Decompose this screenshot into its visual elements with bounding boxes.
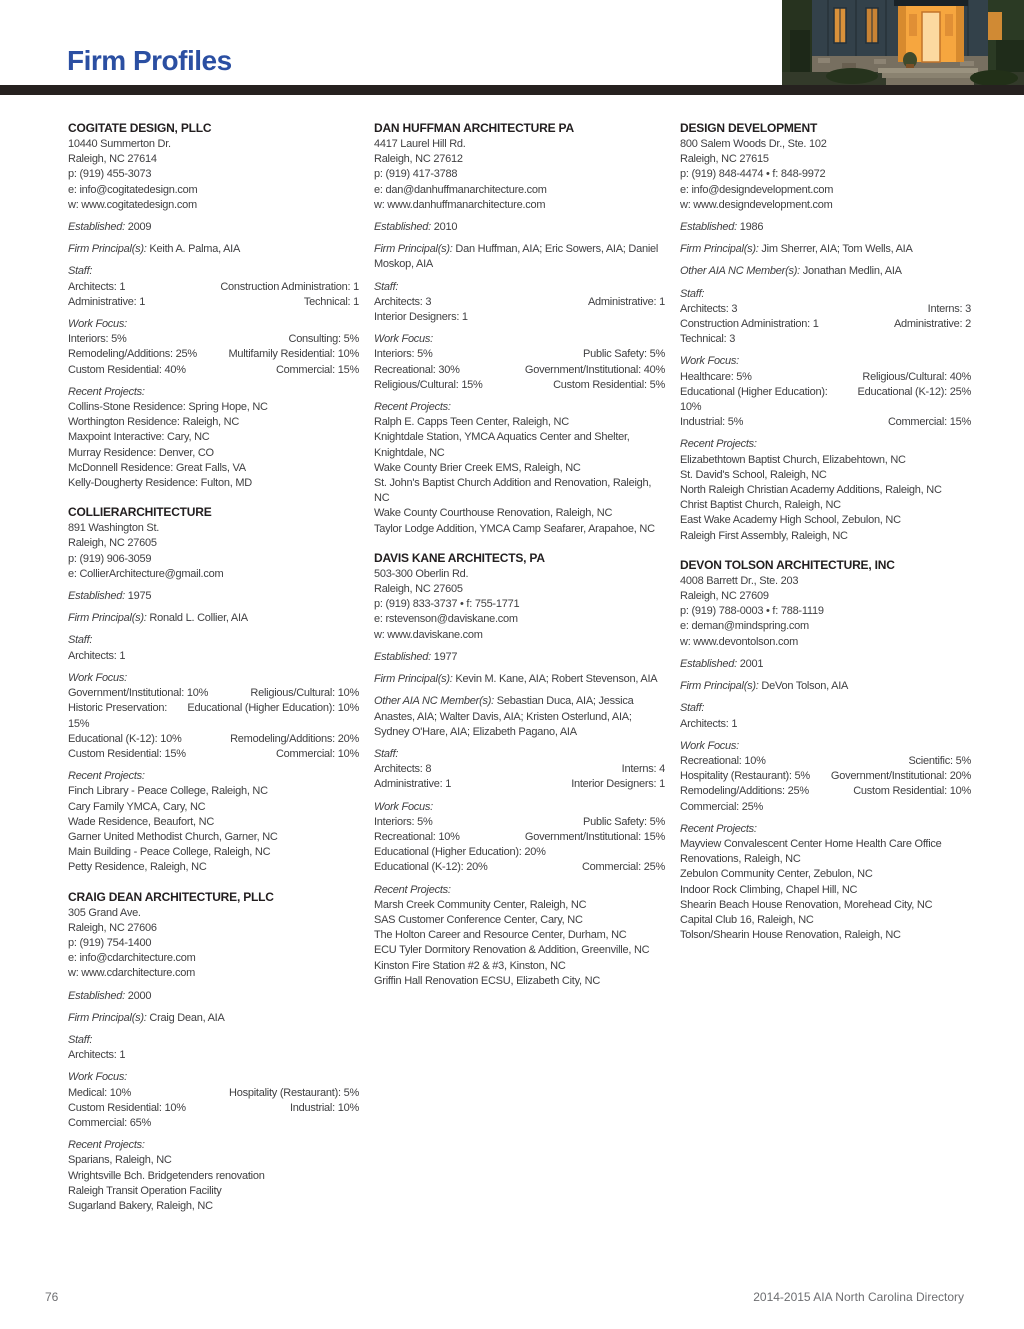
project-line: Shearin Beach House Renovation, Morehead City, NC	[680, 898, 933, 911]
staff-section	[68, 633, 359, 663]
project-line: East Wake Academy High School, Zebulon, NC	[680, 514, 901, 527]
work-focus-left: Educational (K-12): 10%	[68, 732, 182, 745]
contact-line: Raleigh, NC 27615	[680, 153, 769, 166]
principals-line	[68, 611, 359, 626]
work-focus-right: Educational (K-12): 25%	[857, 385, 971, 398]
work-focus-right: Commercial: 25%	[581, 861, 665, 874]
established-value: 1986	[736, 221, 764, 234]
work-focus-row	[68, 363, 359, 378]
principals-label: Firm Principal(s):	[68, 243, 147, 256]
principals-line	[68, 242, 359, 257]
recent-projects-heading: Recent Projects:	[68, 1139, 145, 1152]
principals-value: Keith A. Palma, AIA	[146, 243, 241, 256]
staff-heading: Staff:	[680, 287, 705, 300]
project-line: Wake County Brier Creek EMS, Raleigh, NC	[374, 461, 581, 474]
column-2	[374, 121, 665, 1228]
principals-label: Firm Principal(s):	[680, 680, 759, 693]
principals-value: DeVon Tolson, AIA	[758, 680, 849, 693]
project-line: Kelly-Dougherty Residence: Fulton, MD	[68, 477, 252, 490]
contact-line: Raleigh, NC 27612	[374, 153, 463, 166]
contact-line: Raleigh, NC 27606	[68, 921, 157, 934]
staff-left: Architects: 1	[680, 717, 738, 730]
contact-line: p: (919) 788-0003 • f: 788-1119	[680, 605, 824, 618]
project-line: Murray Residence: Denver, CO	[68, 446, 214, 459]
work-focus-right: Consulting: 5%	[288, 333, 359, 346]
work-focus-left: Custom Residential: 15%	[68, 747, 186, 760]
contact-line: 503-300 Oberlin Rd.	[374, 567, 469, 580]
staff-left: Architects: 1	[68, 280, 126, 293]
contact-line: 800 Salem Woods Dr., Ste. 102	[680, 138, 827, 150]
recent-projects-section	[68, 769, 359, 875]
project-line: Wake County Courthouse Renovation, Raleigh, NC	[374, 507, 613, 520]
principals-value: Craig Dean, AIA	[146, 1011, 225, 1024]
staff-heading: Staff:	[68, 634, 93, 647]
staff-row	[680, 302, 971, 317]
recent-projects-heading: Recent Projects:	[68, 770, 145, 783]
project-line: St. John's Baptist Church Addition and Renovation, Raleigh, NC	[374, 477, 652, 505]
principals-label: Firm Principal(s):	[374, 243, 453, 256]
work-focus-row	[68, 701, 359, 731]
work-focus-section	[68, 1070, 359, 1131]
firm-name: DAN HUFFMAN ARCHITECTURE PA	[374, 121, 574, 135]
project-line: Elizabethtown Baptist Church, Elizabehtown, NC	[680, 453, 906, 466]
work-focus-row	[374, 845, 665, 860]
work-focus-right: Religious/Cultural: 40%	[862, 370, 971, 383]
project-line: ECU Tyler Dormitory Renovation & Addition, Greenville, NC	[374, 944, 650, 957]
work-focus-section	[374, 800, 665, 876]
contact-line: p: (919) 848-4474 • f: 848-9972	[680, 168, 826, 181]
contact-line: e: dan@danhuffmanarchitecture.com	[374, 183, 547, 196]
principals-line	[68, 1011, 359, 1026]
other-members-value: Sebastian Duca, AIA; Jessica Anastes, AIA; Walter Davis, AIA; Kristen Osterlund, AIA; Sydney O'Hare, AIA; Elizabeth Pagano, AIA	[374, 695, 634, 738]
work-focus-left: Custom Residential: 10%	[68, 1101, 186, 1114]
firm-profile	[68, 505, 359, 875]
contact-line: 305 Grand Ave.	[68, 906, 141, 919]
work-focus-left: Educational (Higher Education): 10%	[680, 385, 828, 414]
established-line	[68, 989, 359, 1004]
work-focus-left: Commercial: 25%	[680, 800, 764, 813]
established-label: Established:	[68, 989, 125, 1002]
established-line	[680, 220, 971, 235]
contact-line: w: www.cogitatedesign.com	[68, 198, 197, 211]
established-label: Established:	[68, 590, 125, 603]
contact-block	[374, 137, 665, 213]
work-focus-row	[680, 415, 971, 430]
principals-value: Jim Sherrer, AIA; Tom Wells, AIA	[758, 243, 913, 256]
work-focus-right: Multifamily Residential: 10%	[228, 348, 359, 361]
contact-block	[68, 906, 359, 982]
established-line	[680, 657, 971, 672]
staff-section	[68, 264, 359, 310]
contact-line: w: www.cdarchitecture.com	[68, 967, 196, 980]
work-focus-left: Interiors: 5%	[374, 348, 433, 361]
work-focus-left: Historic Preservation: 15%	[68, 702, 168, 730]
other-members-line	[680, 264, 971, 279]
work-focus-right: Commercial: 10%	[275, 747, 359, 760]
staff-left: Administrative: 1	[68, 295, 146, 308]
staff-section	[680, 287, 971, 348]
staff-section	[374, 280, 665, 326]
established-value: 1977	[430, 650, 458, 663]
work-focus-heading: Work Focus:	[680, 739, 739, 752]
principals-line	[374, 242, 665, 272]
contact-line: 4008 Barrett Dr., Ste. 203	[680, 574, 799, 587]
project-line: Main Building - Peace College, Raleigh, NC	[68, 846, 271, 859]
work-focus-right: Public Safety: 5%	[583, 815, 665, 828]
contact-line: w: www.daviskane.com	[374, 628, 483, 641]
project-line: Capital Club 16, Raleigh, NC	[680, 913, 814, 926]
staff-section	[374, 747, 665, 793]
staff-right: Technical: 1	[303, 295, 359, 308]
established-line	[374, 650, 665, 665]
contact-line: Raleigh, NC 27609	[680, 590, 769, 603]
principals-label: Firm Principal(s):	[68, 612, 147, 625]
project-line: North Raleigh Christian Academy Additions, Raleigh, NC	[680, 484, 942, 497]
contact-block	[68, 137, 359, 213]
work-focus-right: Hospitality (Restaurant): 5%	[229, 1086, 359, 1099]
project-line: Ralph E. Capps Teen Center, Raleigh, NC	[374, 416, 569, 429]
work-focus-heading: Work Focus:	[680, 355, 739, 368]
staff-row	[680, 317, 971, 332]
firm-profile	[68, 890, 359, 1215]
contact-line: Raleigh, NC 27605	[374, 583, 463, 596]
work-focus-left: Remodeling/Additions: 25%	[68, 348, 197, 361]
established-value: 2009	[124, 221, 152, 234]
contact-line: w: www.danhuffmanarchitecture.com	[374, 198, 546, 211]
project-line: Cary Family YMCA, Cary, NC	[68, 800, 206, 813]
established-line	[374, 220, 665, 235]
staff-heading: Staff:	[68, 265, 93, 278]
work-focus-section	[68, 317, 359, 378]
staff-row	[374, 310, 665, 325]
recent-projects-heading: Recent Projects:	[374, 401, 451, 414]
work-focus-section	[374, 332, 665, 393]
firm-name: DAVIS KANE ARCHITECTS, PA	[374, 550, 545, 565]
column-3	[680, 121, 971, 1228]
work-focus-row	[374, 378, 665, 393]
project-line: Wrightsville Bch. Bridgetenders renovation	[68, 1169, 265, 1182]
established-line	[68, 220, 359, 235]
established-label: Established:	[374, 221, 431, 234]
staff-heading: Staff:	[68, 1033, 93, 1046]
firm-profile	[374, 551, 665, 989]
recent-projects-section	[68, 385, 359, 491]
contact-block	[680, 574, 971, 650]
staff-right: Interior Designers: 1	[571, 778, 665, 791]
work-focus-right: Commercial: 15%	[275, 363, 359, 376]
work-focus-row	[680, 769, 971, 784]
staff-heading: Staff:	[374, 747, 399, 760]
project-line: Raleigh First Assembly, Raleigh, NC	[680, 529, 848, 542]
work-focus-row	[680, 800, 971, 815]
firm-name: CRAIG DEAN ARCHITECTURE, PLLC	[68, 889, 274, 904]
work-focus-row	[374, 860, 665, 875]
project-line: Maxpoint Interactive: Cary, NC	[68, 431, 210, 444]
recent-projects-heading: Recent Projects:	[680, 822, 757, 835]
recent-projects-heading: Recent Projects:	[374, 883, 451, 896]
contact-line: p: (919) 417-3788	[374, 168, 458, 181]
project-line: Raleigh Transit Operation Facility	[68, 1184, 222, 1197]
project-line: Marsh Creek Community Center, Raleigh, NC	[374, 898, 587, 911]
firm-name: DEVON TOLSON ARCHITECTURE, INC	[680, 557, 895, 572]
established-label: Established:	[680, 657, 737, 670]
project-line: Sparians, Raleigh, NC	[68, 1154, 172, 1167]
work-focus-section	[68, 671, 359, 762]
work-focus-heading: Work Focus:	[68, 1071, 127, 1084]
work-focus-row	[68, 747, 359, 762]
work-focus-left: Commercial: 65%	[68, 1116, 152, 1129]
project-line: Tolson/Shearin House Renovation, Raleigh, NC	[680, 929, 901, 942]
contact-line: p: (919) 754-1400	[68, 936, 152, 949]
staff-row	[374, 762, 665, 777]
contact-block	[374, 567, 665, 643]
recent-projects-section	[374, 883, 665, 989]
work-focus-left: Healthcare: 5%	[680, 370, 752, 383]
contact-line: e: CollierArchitecture@gmail.com	[68, 567, 224, 580]
work-focus-left: Medical: 10%	[68, 1086, 132, 1099]
firm-profile	[68, 121, 359, 491]
staff-left: Construction Administration: 1	[680, 318, 819, 331]
principals-label: Firm Principal(s):	[374, 673, 453, 686]
firm-profile	[680, 121, 971, 544]
other-members-label: Other AIA NC Member(s):	[680, 265, 800, 278]
project-line: Kinston Fire Station #2 & #3, Kinston, NC	[374, 959, 566, 972]
contact-line: w: www.devontolson.com	[680, 635, 798, 648]
work-focus-right: Commercial: 15%	[887, 416, 971, 429]
other-members-label: Other AIA NC Member(s):	[374, 695, 494, 708]
project-line: Garner United Methodist Church, Garner, NC	[68, 830, 278, 843]
work-focus-right: Custom Residential: 5%	[553, 378, 665, 391]
work-focus-left: Custom Residential: 40%	[68, 363, 186, 376]
principals-label: Firm Principal(s):	[68, 1011, 147, 1024]
page-title: Firm Profiles	[67, 45, 232, 76]
work-focus-row	[68, 1101, 359, 1116]
project-line: Knightdale Station, YMCA Aquatics Center and Shelter, Knightdale, NC	[374, 431, 630, 459]
contact-block	[68, 521, 359, 582]
header-rule	[0, 85, 1024, 95]
staff-row	[68, 1048, 359, 1063]
staff-left: Architects: 3	[680, 302, 738, 315]
work-focus-right: Religious/Cultural: 10%	[250, 687, 359, 700]
project-line: Finch Library - Peace College, Raleigh, NC	[68, 785, 268, 798]
work-focus-row	[68, 732, 359, 747]
principals-value: Ronald L. Collier, AIA	[146, 612, 248, 625]
contact-line: p: (919) 455-3073	[68, 168, 152, 181]
staff-right: Interns: 3	[927, 302, 971, 315]
staff-section	[680, 701, 971, 731]
contact-line: 10440 Summerton Dr.	[68, 138, 171, 150]
work-focus-row	[68, 1116, 359, 1131]
project-line: SAS Customer Conference Center, Cary, NC	[374, 913, 583, 926]
work-focus-section	[680, 739, 971, 815]
work-focus-left: Industrial: 5%	[680, 416, 744, 429]
other-members-line	[374, 694, 665, 740]
project-line: Taylor Lodge Addition, YMCA Camp Seafarer, Arapahoe, NC	[374, 522, 655, 535]
work-focus-right: Government/Institutional: 40%	[524, 363, 665, 376]
staff-row	[374, 295, 665, 310]
work-focus-left: Educational (Higher Education): 20%	[374, 846, 546, 859]
contact-line: 4417 Laurel Hill Rd.	[374, 138, 466, 150]
established-value: 1975	[124, 590, 152, 603]
staff-section	[68, 1033, 359, 1063]
recent-projects-section	[68, 1138, 359, 1214]
contact-line: Raleigh, NC 27605	[68, 537, 157, 550]
established-value: 2000	[124, 989, 152, 1002]
established-line	[68, 589, 359, 604]
page-number: 76	[45, 1290, 59, 1304]
recent-projects-heading: Recent Projects:	[680, 438, 757, 451]
project-line: Petty Residence, Raleigh, NC	[68, 861, 207, 874]
work-focus-left: Government/Institutional: 10%	[68, 687, 209, 700]
firm-profile	[374, 121, 665, 537]
work-focus-row	[374, 815, 665, 830]
recent-projects-section	[680, 822, 971, 944]
firm-name: DESIGN DEVELOPMENT	[680, 121, 818, 135]
contact-line: e: info@cogitatedesign.com	[68, 183, 198, 196]
work-focus-left: Religious/Cultural: 15%	[374, 378, 483, 391]
project-line: Worthington Residence: Raleigh, NC	[68, 416, 240, 429]
established-label: Established:	[68, 221, 125, 234]
recent-projects-section	[680, 437, 971, 543]
staff-left: Technical: 3	[680, 333, 736, 346]
staff-right: Construction Administration: 1	[220, 280, 359, 293]
work-focus-section	[680, 354, 971, 430]
contact-line: p: (919) 833-3737 • f: 755-1771	[374, 598, 520, 611]
staff-row	[68, 280, 359, 295]
firm-name: COLLIERARCHITECTURE	[68, 505, 212, 520]
project-line: Collins-Stone Residence: Spring Hope, NC	[68, 401, 268, 414]
firm-profiles-content	[68, 121, 970, 1228]
work-focus-right: Government/Institutional: 15%	[524, 830, 665, 843]
staff-left: Architects: 1	[68, 649, 126, 662]
project-line: Christ Baptist Church, Raleigh, NC	[680, 499, 841, 512]
contact-line: e: deman@mindspring.com	[680, 620, 809, 633]
project-line: Griffin Hall Renovation ECSU, Elizabeth City, NC	[374, 974, 601, 987]
work-focus-left: Recreational: 30%	[374, 363, 460, 376]
work-focus-row	[68, 332, 359, 347]
other-members-value: Jonathan Medlin, AIA	[799, 265, 902, 278]
project-line: McDonnell Residence: Great Falls, VA	[68, 461, 246, 474]
project-line: Zebulon Community Center, Zebulon, NC	[680, 868, 873, 881]
work-focus-row	[374, 363, 665, 378]
established-label: Established:	[680, 221, 737, 234]
project-line: Sugarland Bakery, Raleigh, NC	[68, 1199, 213, 1212]
principals-line	[374, 672, 665, 687]
work-focus-row	[374, 830, 665, 845]
staff-left: Interior Designers: 1	[374, 311, 468, 324]
work-focus-row	[374, 347, 665, 362]
work-focus-left: Interiors: 5%	[68, 333, 127, 346]
work-focus-heading: Work Focus:	[68, 671, 127, 684]
work-focus-row	[68, 347, 359, 362]
column-1	[68, 121, 359, 1228]
contact-line: Raleigh, NC 27614	[68, 153, 157, 166]
work-focus-left: Hospitality (Restaurant): 5%	[680, 770, 810, 783]
recent-projects-heading: Recent Projects:	[68, 385, 145, 398]
contact-line: e: info@cdarchitecture.com	[68, 952, 196, 965]
work-focus-heading: Work Focus:	[374, 333, 433, 346]
footer-directory-title: 2014-2015 AIA North Carolina Directory	[753, 1290, 964, 1304]
project-line: Wade Residence, Beaufort, NC	[68, 815, 215, 828]
work-focus-row	[68, 686, 359, 701]
staff-row	[680, 332, 971, 347]
work-focus-right: Educational (Higher Education): 10%	[187, 702, 359, 715]
staff-heading: Staff:	[374, 280, 399, 293]
work-focus-row	[680, 784, 971, 799]
contact-line: e: info@designdevelopment.com	[680, 183, 834, 196]
principals-label: Firm Principal(s):	[680, 243, 759, 256]
principals-line	[680, 242, 971, 257]
project-line: Indoor Rock Climbing, Chapel Hill, NC	[680, 883, 858, 896]
principals-value: Kevin M. Kane, AIA; Robert Stevenson, AIA	[452, 673, 658, 686]
work-focus-row	[680, 370, 971, 385]
established-label: Established:	[374, 650, 431, 663]
project-line: The Holton Career and Resource Center, Durham, NC	[374, 929, 627, 942]
work-focus-heading: Work Focus:	[374, 800, 433, 813]
work-focus-right: Remodeling/Additions: 20%	[230, 732, 359, 745]
staff-heading: Staff:	[680, 702, 705, 715]
recent-projects-section	[374, 400, 665, 537]
work-focus-left: Recreational: 10%	[680, 754, 766, 767]
project-line: Mayview Convalescent Center Home Health Care Office Renovations, Raleigh, NC	[680, 837, 942, 866]
staff-right: Interns: 4	[621, 763, 665, 776]
work-focus-left: Interiors: 5%	[374, 815, 433, 828]
staff-left: Architects: 8	[374, 763, 432, 776]
work-focus-right: Public Safety: 5%	[583, 348, 665, 361]
staff-row	[68, 295, 359, 310]
established-value: 2001	[736, 657, 764, 670]
work-focus-left: Remodeling/Additions: 25%	[680, 785, 809, 798]
work-focus-left: Recreational: 10%	[374, 830, 460, 843]
project-line: St. David's School, Raleigh, NC	[680, 468, 827, 481]
contact-line: p: (919) 906-3059	[68, 552, 152, 565]
firm-name: COGITATE DESIGN, PLLC	[68, 121, 212, 135]
work-focus-row	[68, 1086, 359, 1101]
work-focus-right: Government/Institutional: 20%	[830, 770, 971, 783]
staff-left: Architects: 1	[68, 1049, 126, 1062]
work-focus-right: Custom Residential: 10%	[853, 785, 971, 798]
principals-value: Dan Huffman, AIA; Eric Sowers, AIA; Daniel Moskop, AIA	[374, 243, 659, 271]
principals-line	[680, 679, 971, 694]
staff-left: Architects: 3	[374, 295, 432, 308]
staff-row	[68, 649, 359, 664]
work-focus-left: Educational (K-12): 20%	[374, 861, 488, 874]
contact-line: w: www.designdevelopment.com	[680, 198, 833, 211]
work-focus-row	[680, 385, 971, 415]
staff-row	[680, 717, 971, 732]
staff-right: Administrative: 1	[587, 295, 665, 308]
house-photo	[782, 0, 1024, 85]
established-value: 2010	[430, 221, 458, 234]
firm-profile	[680, 558, 971, 943]
work-focus-heading: Work Focus:	[68, 318, 127, 331]
contact-line: 891 Washington St.	[68, 522, 160, 535]
staff-row	[374, 777, 665, 792]
contact-block	[680, 137, 971, 213]
work-focus-right: Industrial: 10%	[289, 1101, 359, 1114]
page-footer	[45, 1290, 964, 1305]
contact-line: e: rstevenson@daviskane.com	[374, 613, 518, 626]
work-focus-right: Scientific: 5%	[908, 754, 971, 767]
staff-right: Administrative: 2	[893, 318, 971, 331]
work-focus-row	[680, 754, 971, 769]
staff-left: Administrative: 1	[374, 778, 452, 791]
